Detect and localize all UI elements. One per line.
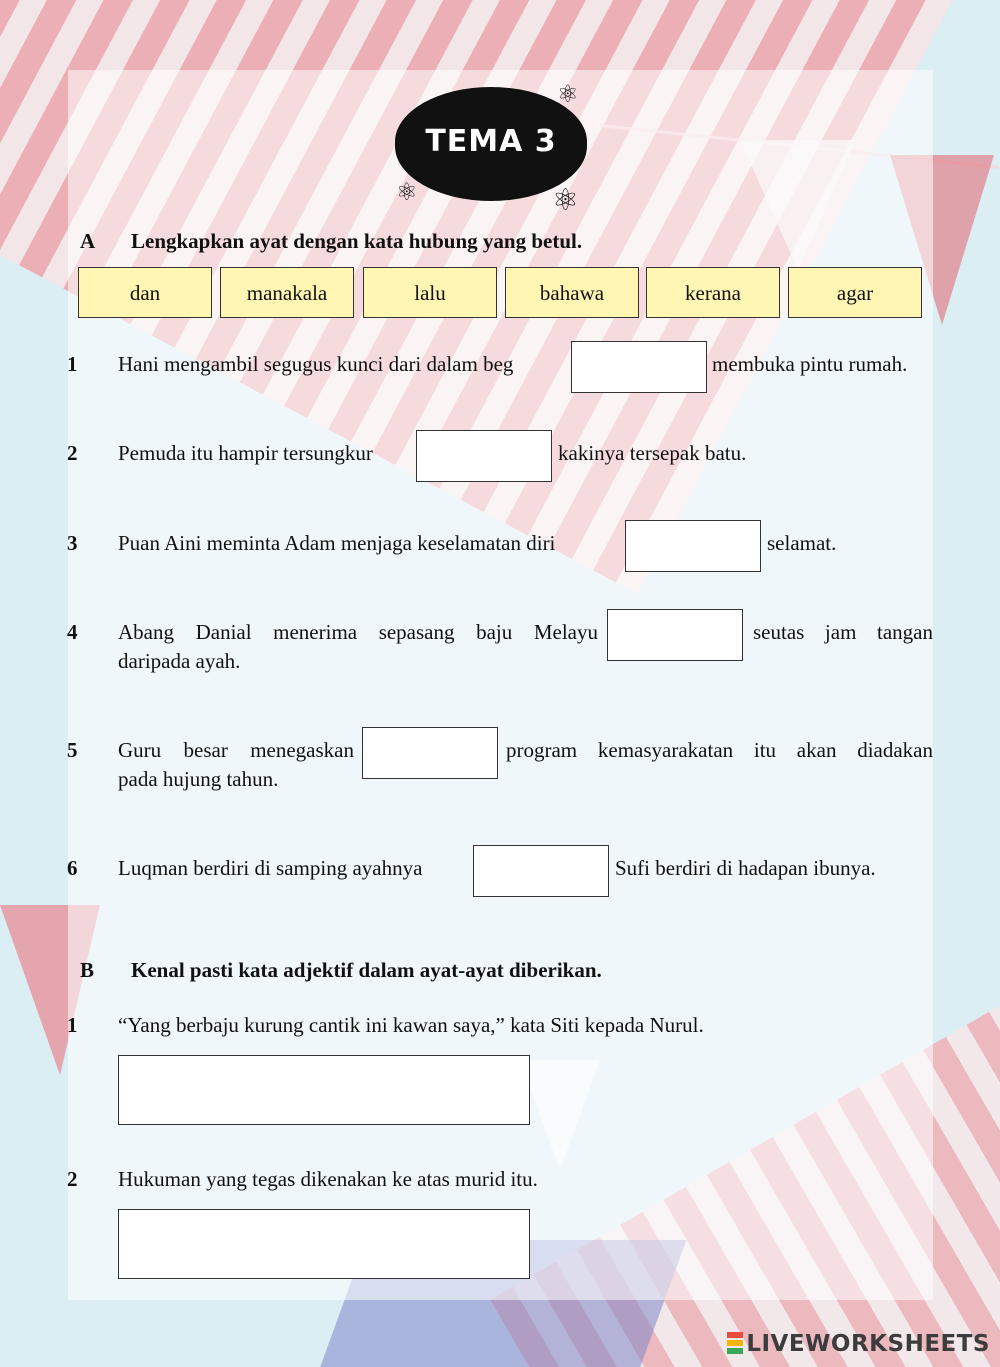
word-chip[interactable]: kerana: [646, 267, 780, 318]
question-text: Sufi berdiri di hadapan ibunya.: [615, 856, 876, 880]
question-number: 6: [67, 856, 78, 880]
question-text: membuka pintu rumah.: [712, 352, 908, 376]
section-b-title: Kenal pasti kata adjektif dalam ayat-ayat diberikan.: [131, 958, 602, 982]
brand-text: LIVEWORKSHEETS: [746, 1331, 990, 1357]
section-b-label: B: [80, 958, 95, 982]
answer-drop-box[interactable]: [625, 520, 761, 572]
question-number: 1: [67, 352, 78, 376]
atom-icon: ⚛: [396, 178, 418, 206]
answer-drop-box[interactable]: [607, 609, 743, 661]
word-chip[interactable]: manakala: [220, 267, 354, 318]
question-text: Hukuman yang tegas dikenakan ke atas murid itu.: [118, 1167, 538, 1191]
answer-text-box[interactable]: [118, 1209, 530, 1279]
word-chip[interactable]: bahawa: [505, 267, 639, 318]
answer-drop-box[interactable]: [473, 845, 609, 897]
question-text: kakinya tersepak batu.: [558, 441, 747, 465]
question-number: 4: [67, 620, 78, 644]
question-text-continued: pada hujung tahun.: [118, 767, 279, 791]
section-a-title: Lengkapkan ayat dengan kata hubung yang betul.: [131, 229, 583, 253]
question-text: Abang Danial menerima sepasang baju Melayu: [118, 620, 598, 644]
question-number: 1: [67, 1013, 78, 1037]
answer-drop-box[interactable]: [362, 727, 498, 779]
question-text: Luqman berdiri di samping ayahnya: [118, 856, 423, 880]
question-text: Hani mengambil segugus kunci dari dalam beg: [118, 352, 514, 376]
question-text: seutas jam tangan: [753, 620, 933, 644]
question-text: Pemuda itu hampir tersungkur: [118, 441, 373, 465]
worksheet-title: TEMA 3: [425, 124, 557, 159]
section-a-label: A: [80, 229, 96, 253]
atom-icon: ⚛: [552, 183, 579, 218]
question-text: program kemasyarakatan itu akan diadakan: [506, 738, 933, 762]
question-text: Guru besar menegaskan: [118, 738, 354, 762]
word-chip[interactable]: lalu: [363, 267, 497, 318]
question-text-continued: daripada ayah.: [118, 649, 241, 673]
liveworksheets-brand[interactable]: [727, 1331, 990, 1357]
word-chip[interactable]: dan: [78, 267, 212, 318]
atom-icon: ⚛: [557, 80, 579, 108]
word-chip[interactable]: agar: [788, 267, 922, 318]
question-number: 5: [67, 738, 78, 762]
liveworksheets-logo-icon: [727, 1332, 743, 1354]
answer-drop-box[interactable]: [416, 430, 552, 482]
question-number: 2: [67, 441, 78, 465]
question-text: Puan Aini meminta Adam menjaga keselamatan diri: [118, 531, 556, 555]
question-number: 2: [67, 1167, 78, 1191]
question-text: “Yang berbaju kurung cantik ini kawan saya,” kata Siti kepada Nurul.: [118, 1013, 704, 1037]
question-number: 3: [67, 531, 78, 555]
question-text: selamat.: [767, 531, 837, 555]
answer-drop-box[interactable]: [571, 341, 707, 393]
answer-text-box[interactable]: [118, 1055, 530, 1125]
